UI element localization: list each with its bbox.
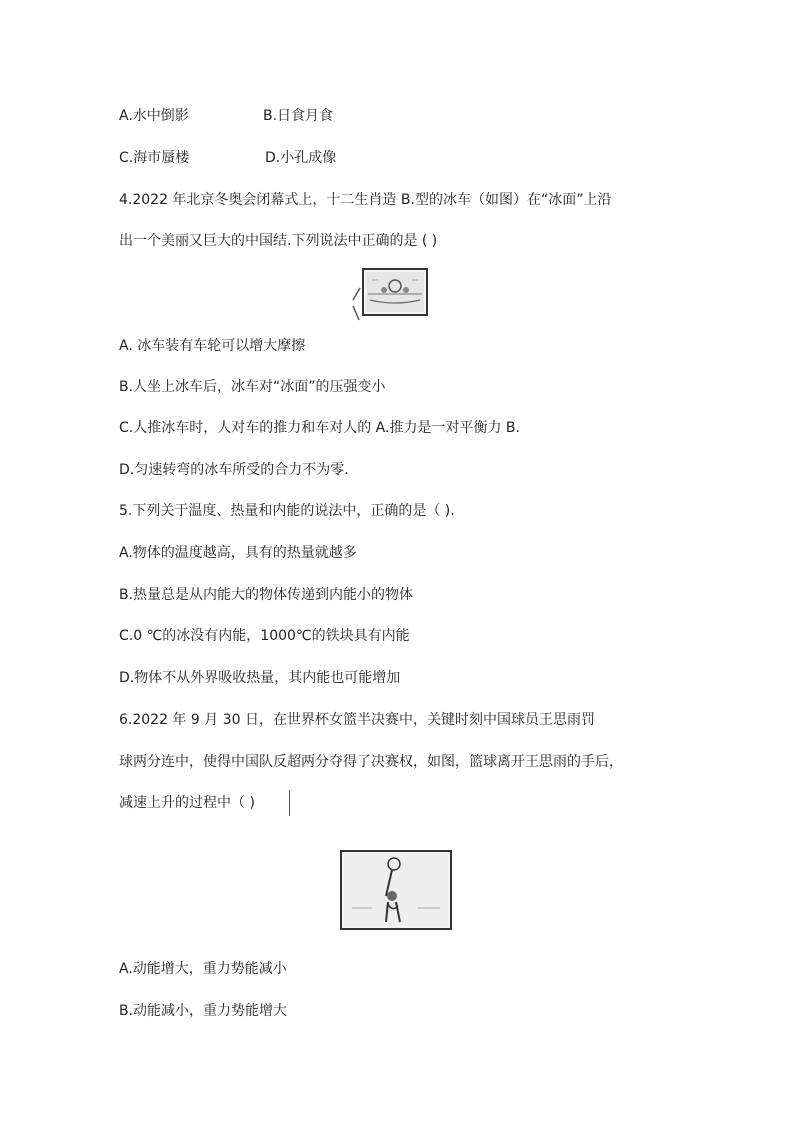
q3-option-a: A.水中倒影 [119,108,189,124]
text-cursor [289,790,290,816]
q6-stem-line-3: 减速上升的过程中（ ) [119,795,255,811]
q5-option-c: C.0 ℃的冰没有内能，1000℃的铁块具有内能 [119,628,410,644]
figure-edge-mark [350,286,362,322]
q4-stem-line-2: 出一个美丽又巨大的中国结.下列说法中正确的是 ( ) [119,233,438,249]
ice-cart-illustration [364,270,426,314]
q4-option-a: A. 冰车装有车轮可以增大摩擦 [119,338,306,354]
basketball-figure [340,850,452,930]
q4-option-d: D.匀速转弯的冰车所受的合力不为零. [119,462,349,478]
q4-option-c: C.人推冰车时，人对车的推力和车对人的 A.推力是一对平衡力 B. [119,420,520,436]
q6-option-a: A.动能增大，重力势能减小 [119,961,287,977]
q5-stem: 5.下列关于温度、热量和内能的说法中，正确的是（ ). [119,503,455,519]
q3-option-b: B.日食月食 [263,108,334,124]
q5-option-b: B.热量总是从内能大的物体传递到内能小的物体 [119,587,414,603]
q4-stem-line-1: 4.2022 年北京冬奥会闭幕式上，十二生肖造 B.型的冰车（如图）在“冰面”上沿 [119,192,612,208]
q5-option-d: D.物体不从外界吸收热量，其内能也可能增加 [119,670,401,686]
q4-option-b: B.人坐上冰车后，冰车对“冰面”的压强变小 [119,379,386,395]
q3-options-row-1 [119,106,333,126]
q3-option-d: D.小孔成像 [265,150,337,166]
q3-options-row-2 [119,148,336,168]
q6-stem-line-1: 6.2022 年 9 月 30 日，在世界杯女篮半决赛中，关键时刻中国球员王思雨罚 [119,712,595,728]
basketball-illustration [342,852,450,928]
q6-option-b: B.动能减小，重力势能增大 [119,1003,288,1019]
q3-option-c: C.海市蜃楼 [119,150,190,166]
q6-stem-line-2: 球两分连中，使得中国队反超两分夺得了决赛权，如图，篮球离开王思雨的手后， [119,754,623,770]
q5-option-a: A.物体的温度越高，具有的热量就越多 [119,545,357,561]
ice-cart-figure [362,268,428,316]
